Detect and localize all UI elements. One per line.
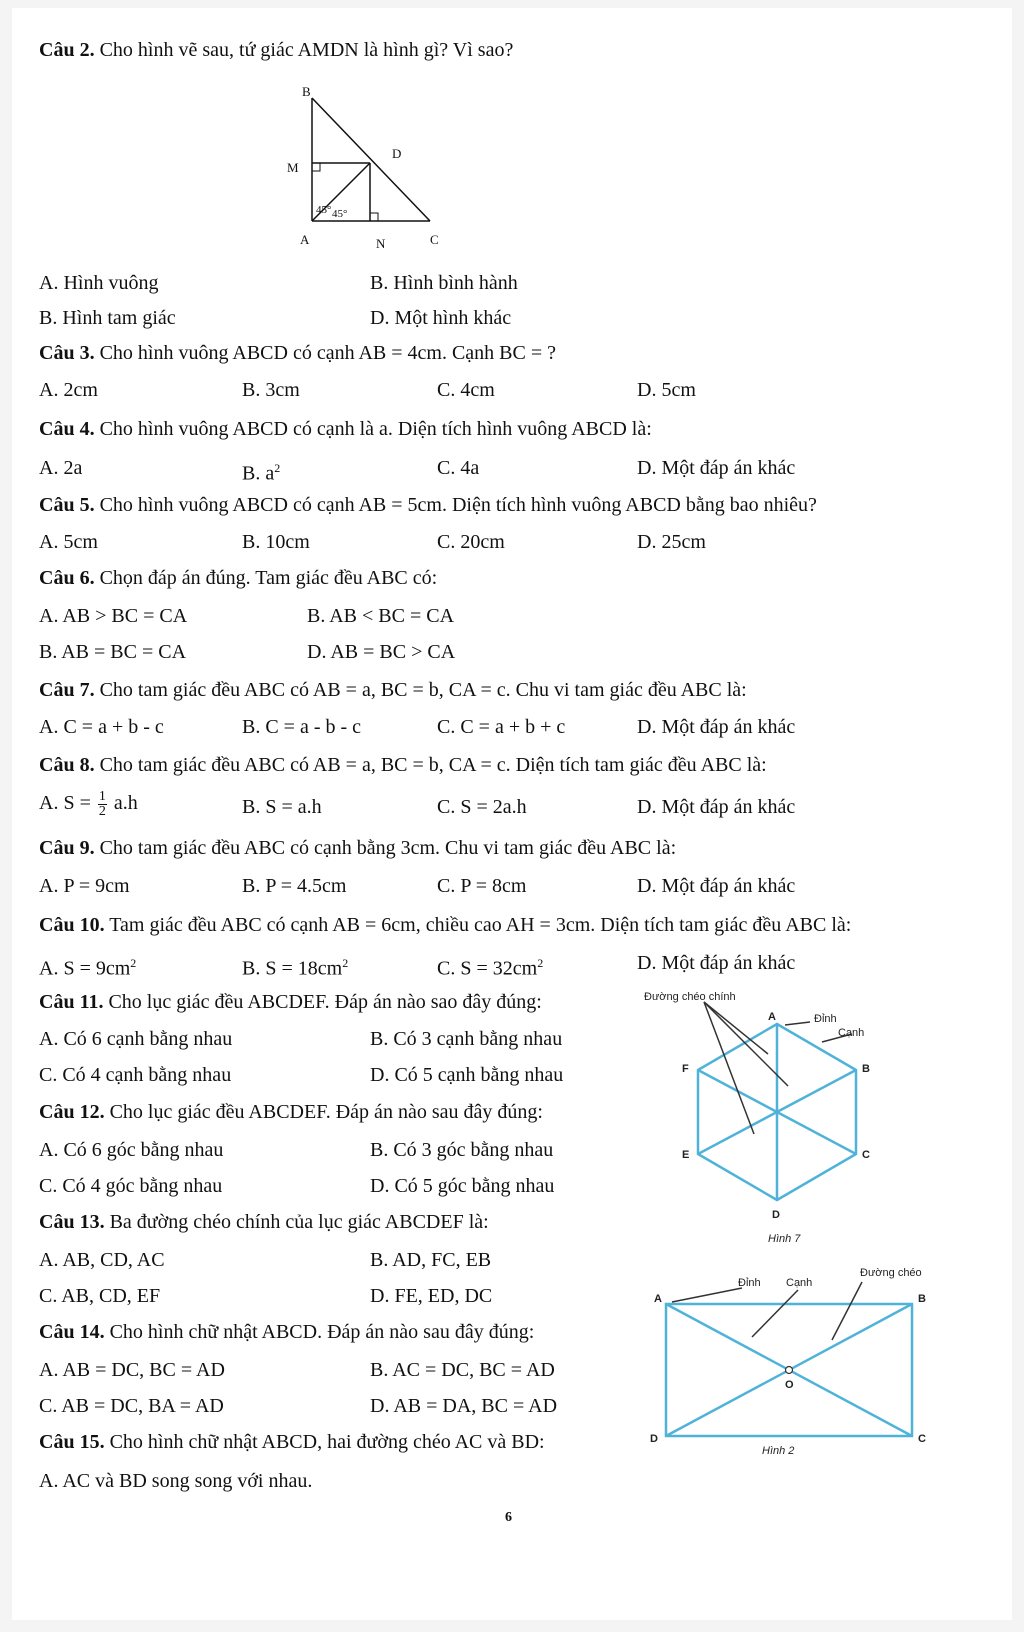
q3-option-a[interactable]: A. 2cm <box>39 379 98 401</box>
rect-center-o: O <box>785 1379 794 1391</box>
fig-label-m: M <box>287 160 299 175</box>
q6-option-c[interactable]: B. AB = BC = CA <box>39 641 187 663</box>
q15-option-a[interactable]: A. AC và BD song song với nhau. <box>39 1470 313 1492</box>
hex-vertex-f: F <box>682 1063 689 1075</box>
q9-option-a[interactable]: A. P = 9cm <box>39 875 130 897</box>
q2-option-c[interactable]: B. Hình tam giác <box>39 307 176 329</box>
q13-option-c[interactable]: C. AB, CD, EF <box>39 1285 161 1307</box>
fraction-one-half: $\frac{1}{2}$ <box>98 789 106 819</box>
fig-label-n: N <box>376 236 386 251</box>
q2-option-d[interactable]: D. Một hình khác <box>370 307 512 329</box>
question-12: Câu 12. Cho lục giác đều ABCDEF. Đáp án nào sau đây đúng: <box>39 1101 543 1123</box>
question-2: Câu 2. Cho hình vẽ sau, tứ giác AMDN là hình gì? Vì sao? <box>39 39 514 61</box>
hex-vertex-c: C <box>862 1149 870 1161</box>
question-11: Câu 11. Cho lục giác đều ABCDEF. Đáp án nào sao đây đúng: <box>39 991 542 1013</box>
q14-option-c[interactable]: C. AB = DC, BA = AD <box>39 1395 224 1417</box>
q8-option-b[interactable]: B. S = a.h <box>242 796 322 818</box>
q14-option-a[interactable]: A. AB = DC, BC = AD <box>39 1359 225 1381</box>
fig-label-d: D <box>392 146 402 161</box>
rect-label-dinh: Đỉnh <box>738 1277 761 1289</box>
q12-option-a[interactable]: A. Có 6 góc bằng nhau <box>39 1139 224 1161</box>
q10-option-c[interactable]: C. $S = 32cm^2$ <box>437 956 544 980</box>
q4-option-a[interactable]: A. 2a <box>39 457 83 479</box>
q12-option-c[interactable]: C. Có 4 góc bằng nhau <box>39 1175 223 1197</box>
q14-option-d[interactable]: D. AB = DA, BC = AD <box>370 1395 558 1417</box>
q11-option-b[interactable]: B. Có 3 cạnh bằng nhau <box>370 1028 563 1050</box>
q5-option-b[interactable]: B. 10cm <box>242 531 310 553</box>
q7-option-d[interactable]: D. Một đáp án khác <box>637 716 796 738</box>
q6-option-d[interactable]: D. AB = BC > CA <box>307 641 456 663</box>
q11-option-a[interactable]: A. Có 6 cạnh bằng nhau <box>39 1028 233 1050</box>
rect-caption: Hình 2 <box>762 1445 795 1457</box>
hex-caption: Hình 7 <box>768 1233 801 1245</box>
rect-vertex-a: A <box>654 1293 662 1305</box>
question-3: Câu 3. Cho hình vuông ABCD có cạnh AB = 4cm. Cạnh BC = ? <box>39 342 557 364</box>
worksheet-page <box>12 8 1012 1620</box>
q12-option-d[interactable]: D. Có 5 góc bằng nhau <box>370 1175 555 1197</box>
rect-vertex-d: D <box>650 1433 658 1445</box>
q7-option-b[interactable]: B. C = a - b - c <box>242 716 362 738</box>
q5-option-c[interactable]: C. 20cm <box>437 531 505 553</box>
q14-option-b[interactable]: B. AC = DC, BC = AD <box>370 1359 555 1381</box>
q3-option-d[interactable]: D. 5cm <box>637 379 696 401</box>
q13-option-a[interactable]: A. AB, CD, AC <box>39 1249 165 1271</box>
q7-option-a[interactable]: A. C = a + b - c <box>39 716 164 738</box>
fig-label-a: A <box>300 232 310 247</box>
q9-option-c[interactable]: C. P = 8cm <box>437 875 527 897</box>
question-14: Câu 14. Cho hình chữ nhật ABCD. Đáp án nào sau đây đúng: <box>39 1321 535 1343</box>
q11-option-c[interactable]: C. Có 4 cạnh bằng nhau <box>39 1064 232 1086</box>
q11-option-d[interactable]: D. Có 5 cạnh bằng nhau <box>370 1064 564 1086</box>
question-4: Câu 4. Cho hình vuông ABCD có cạnh là a. Diện tích hình vuông ABCD là: <box>39 418 652 440</box>
q8-option-c[interactable]: C. S = 2a.h <box>437 796 527 818</box>
q5-option-a[interactable]: A. 5cm <box>39 531 98 553</box>
hex-vertex-a: A <box>768 1011 776 1023</box>
q7-option-c[interactable]: C. C = a + b + c <box>437 716 566 738</box>
q10-option-d[interactable]: D. Một đáp án khác <box>637 952 796 974</box>
q12-option-b[interactable]: B. Có 3 góc bằng nhau <box>370 1139 554 1161</box>
fig-angle-2: 45° <box>332 208 348 220</box>
page-number: 6 <box>505 1510 512 1525</box>
q9-option-d[interactable]: D. Một đáp án khác <box>637 875 796 897</box>
figure-hexagon <box>642 986 882 1248</box>
question-5: Câu 5. Cho hình vuông ABCD có cạnh AB = 5cm. Diện tích hình vuông ABCD bằng bao nhiêu? <box>39 494 817 516</box>
hex-title: Đường chéo chính <box>644 991 736 1003</box>
q4-option-b[interactable]: B. $a^2$ <box>242 461 281 485</box>
question-7: Câu 7. Cho tam giác đều ABC có AB = a, BC = b, CA = c. Chu vi tam giác đều ABC là: <box>39 679 747 701</box>
rect-vertex-b: B <box>918 1293 926 1305</box>
rect-label-canh: Cạnh <box>786 1277 813 1289</box>
q6-option-b[interactable]: B. AB < BC = CA <box>307 605 455 627</box>
q4-option-c[interactable]: C. 4a <box>437 457 480 479</box>
rect-title: Đường chéo <box>860 1267 922 1279</box>
q10-option-b[interactable]: B. $S = 18cm^2$ <box>242 956 349 980</box>
q2-option-b[interactable]: B. Hình bình hành <box>370 272 518 294</box>
fig-angle-1: 45° <box>316 204 332 216</box>
q6-option-a[interactable]: A. AB > BC = CA <box>39 605 188 627</box>
hex-label-dinh: Đỉnh <box>814 1013 837 1025</box>
q13-option-d[interactable]: D. FE, ED, DC <box>370 1285 493 1307</box>
rect-vertex-c: C <box>918 1433 926 1445</box>
q8-option-d[interactable]: D. Một đáp án khác <box>637 796 796 818</box>
q13-option-b[interactable]: B. AD, FC, EB <box>370 1249 492 1271</box>
q5-option-d[interactable]: D. 25cm <box>637 531 706 553</box>
question-10: Câu 10. Tam giác đều ABC có cạnh AB = 6cm, chiều cao AH = 3cm. Diện tích tam giác đều ABC là: <box>39 914 852 936</box>
q3-option-b[interactable]: B. 3cm <box>242 379 300 401</box>
hex-label-canh: Cạnh <box>838 1027 865 1039</box>
figure-rectangle <box>642 1262 952 1462</box>
fig-label-b: B <box>302 84 311 99</box>
q10-option-a[interactable]: A. $S = 9cm^2$ <box>39 956 137 980</box>
q3-option-c[interactable]: C. 4cm <box>437 379 495 401</box>
q9-option-b[interactable]: B. P = 4.5cm <box>242 875 347 897</box>
question-13: Câu 13. Ba đường chéo chính của lục giác ABCDEF là: <box>39 1211 489 1233</box>
q2-option-a[interactable]: A. Hình vuông <box>39 272 159 294</box>
q4-option-d[interactable]: D. Một đáp án khác <box>637 457 796 479</box>
q8-option-a[interactable]: A. S = $\frac{1}{2}$ a.h <box>39 789 138 819</box>
question-9: Câu 9. Cho tam giác đều ABC có cạnh bằng 3cm. Chu vi tam giác đều ABC là: <box>39 837 677 859</box>
question-6: Câu 6. Chọn đáp án đúng. Tam giác đều ABC có: <box>39 567 438 589</box>
figure-square-amdn <box>282 86 442 256</box>
hex-vertex-e: E <box>682 1149 690 1161</box>
question-15: Câu 15. Cho hình chữ nhật ABCD, hai đường chéo AC và BD: <box>39 1431 545 1453</box>
fig-label-c: C <box>430 232 439 247</box>
question-8: Câu 8. Cho tam giác đều ABC có AB = a, BC = b, CA = c. Diện tích tam giác đều ABC là: <box>39 754 767 776</box>
hex-vertex-d: D <box>772 1209 780 1221</box>
hex-vertex-b: B <box>862 1063 870 1075</box>
